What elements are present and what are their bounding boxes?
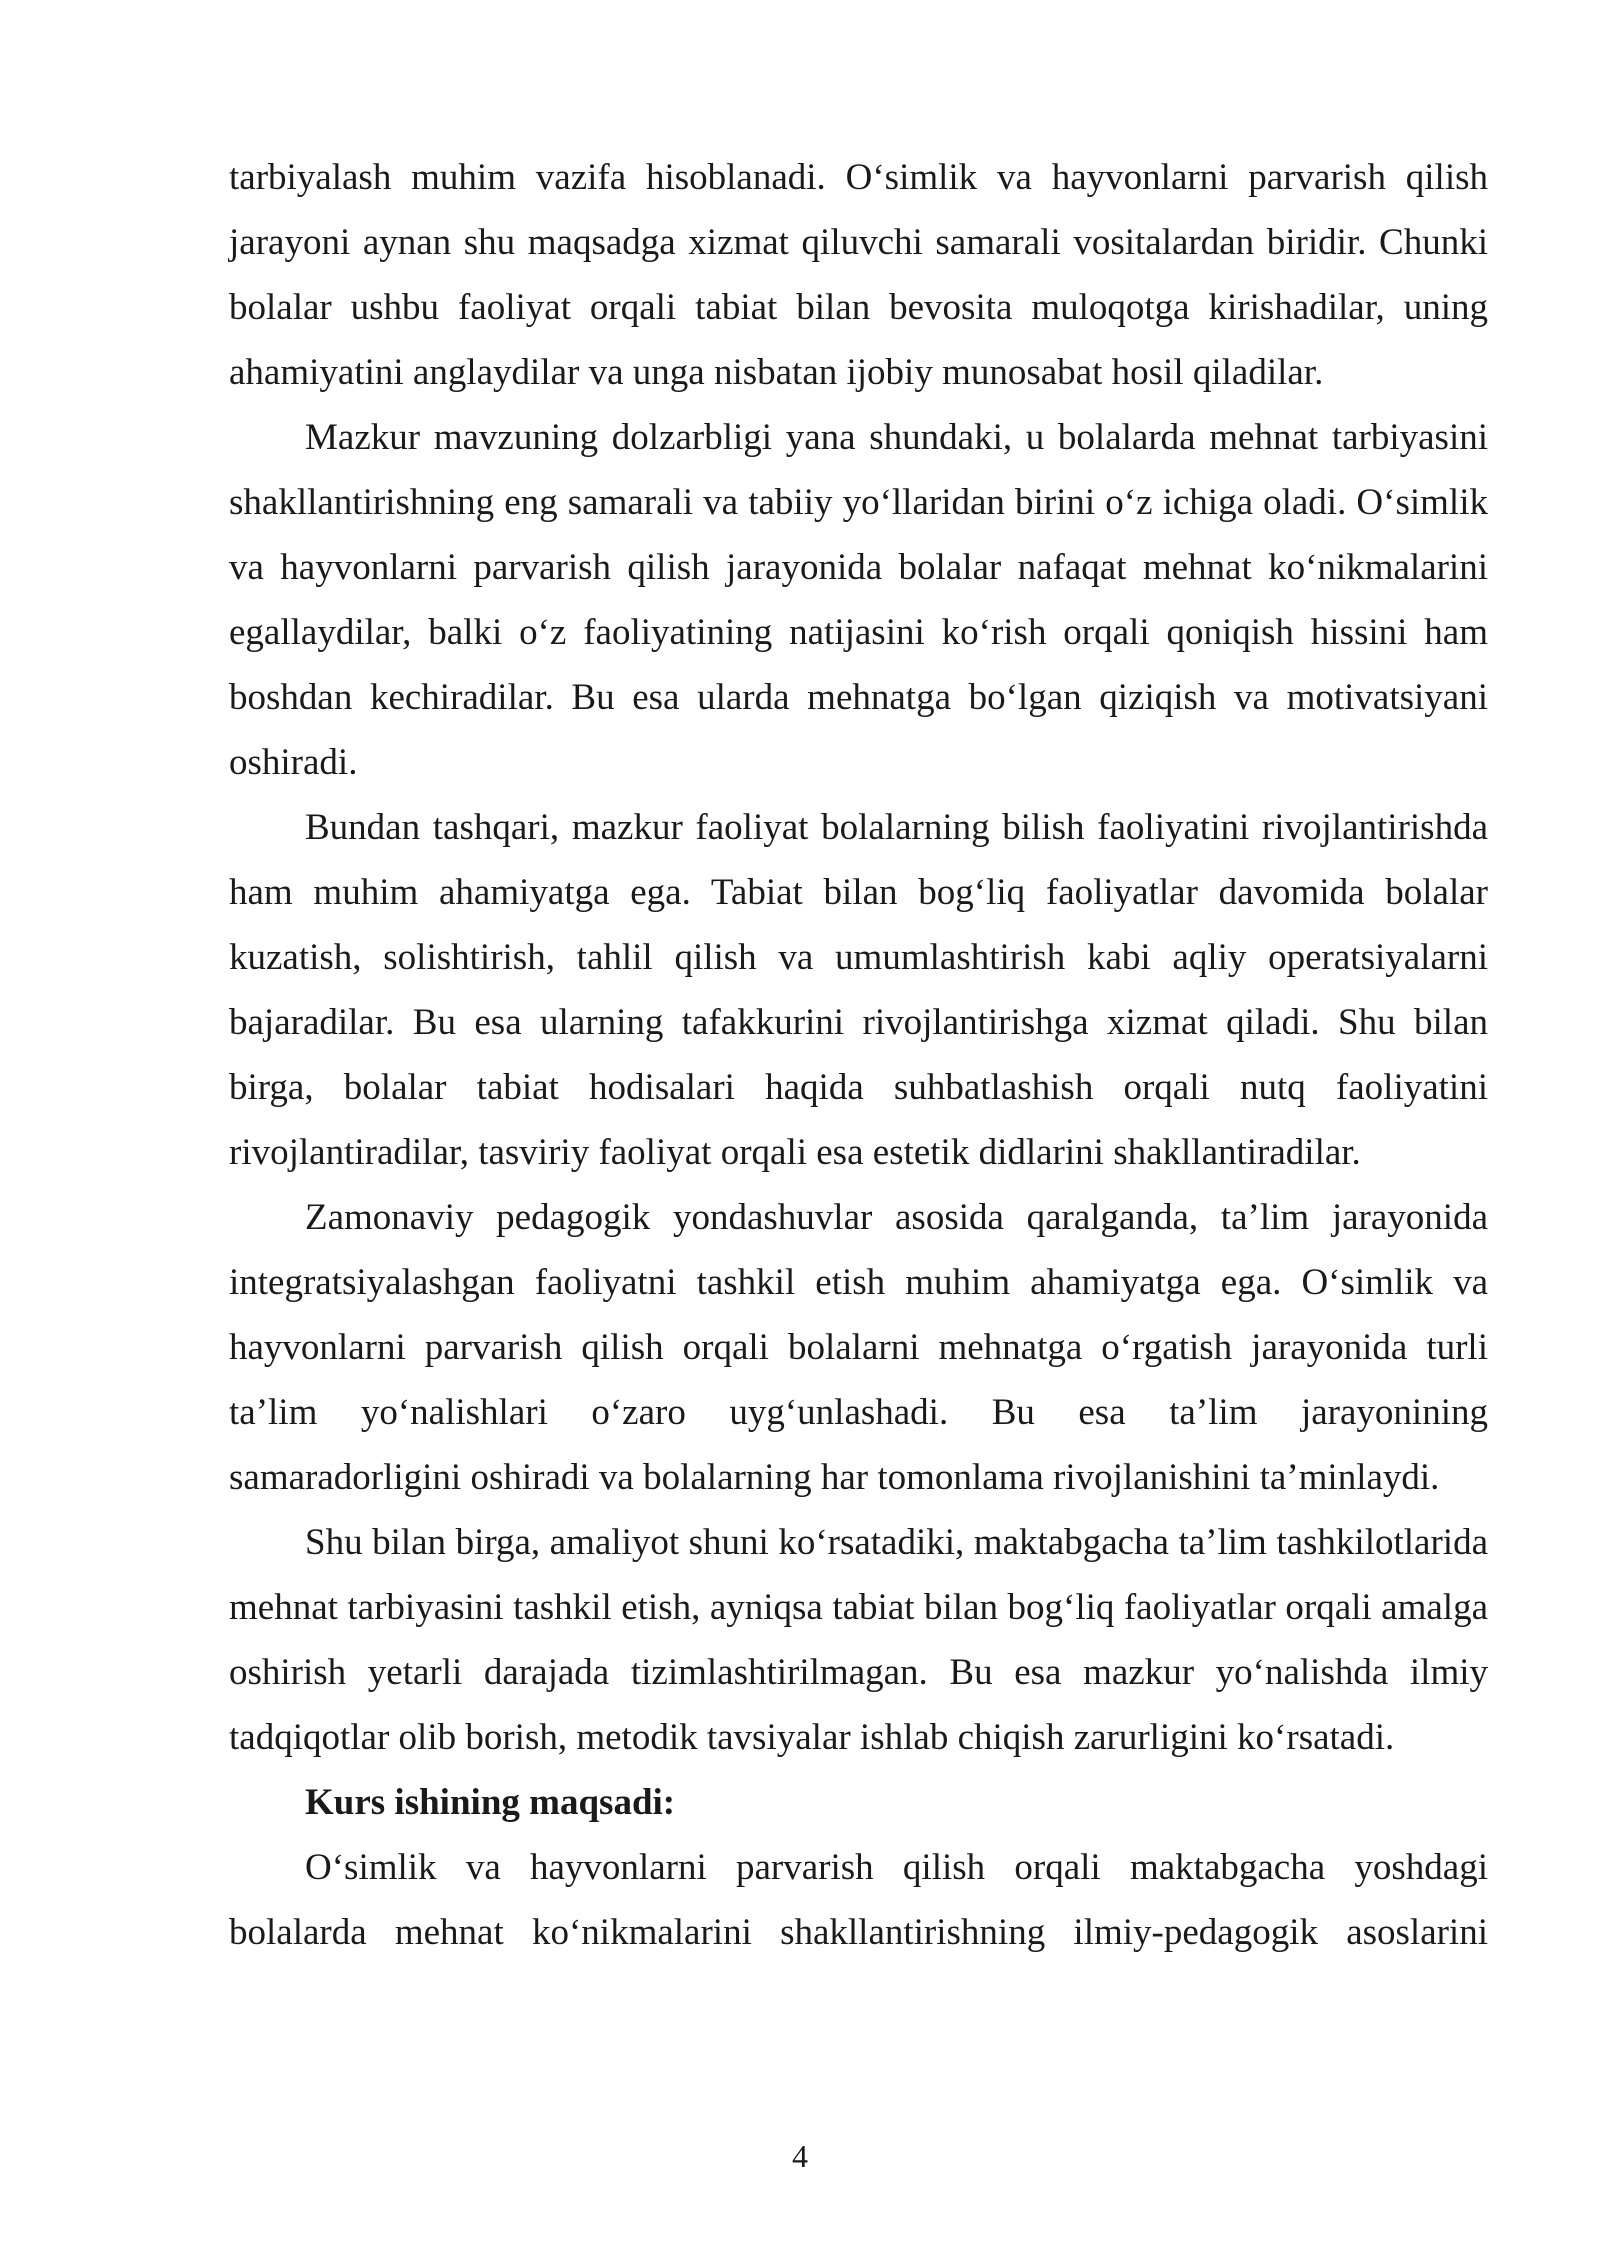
section-heading-goal: Kurs ishining maqsadi: [305, 1782, 676, 1823]
paragraph-goal: O‘simlik va hayvonlarni parvarish qilish orqali maktabgacha yoshdagi bolalarda mehnat ko‘nikmalarini shakllantirishning ilmiy-pedagogik asoslarini [229, 1847, 1488, 1953]
paragraph-integrated-approach: Zamonaviy pedagogik yondashuvlar asosida qaralganda, ta’lim jarayonida integratsiyalashgan faoliyatni tashkil etish muhim ahamiyatga ega. O‘simlik va hayvonlarni parvarish qilish orqali bolalarni mehnatga o‘rgatish jarayonida turli ta’lim yo‘nalishlari o‘zaro uyg‘unlashadi. Bu esa ta’lim jarayonining samaradorligini oshiradi va bolalarning har tomonlama rivojlanishini ta’minlaydi. [229, 1197, 1488, 1498]
paragraph-continuation: tarbiyalash muhim vazifa hisoblanadi. O‘simlik va hayvonlarni parvarish qilish jarayoni aynan shu maqsadga xizmat qiluvchi samarali vositalardan biridir. Chunki bolalar ushbu faoliyat orqali tabiat bilan bevosita muloqotga kirishadilar, uning ahamiyatini anglaydilar va unga nisbatan ijobiy munosabat hosil qiladilar. [229, 157, 1488, 393]
paragraph-cognitive-development: Bundan tashqari, mazkur faoliyat bolalarning bilish faoliyatini rivojlantirishda ham muhim ahamiyatga ega. Tabiat bilan bog‘liq faoliyatlar davomida bolalar kuzatish, solishtirish, tahlil qilish va umumlashtirish kabi aqliy operatsiyalarni bajaradilar. Bu esa ularning tafakkurini rivojlantirishga xizmat qiladi. Shu bilan birga, bolalar tabiat hodisalari haqida suhbatlashish orqali nutq faoliyatini rivojlantiradilar, tasviriy faoliyat orqali esa estetik didlarini shakllantiradilar. [229, 807, 1488, 1173]
page-body [229, 145, 1488, 1965]
page-number: 4 [792, 2138, 808, 2174]
paragraph-practice-gap: Shu bilan birga, amaliyot shuni ko‘rsatadiki, maktabgacha ta’lim tashkilotlarida mehnat tarbiyasini tashkil etish, ayniqsa tabiat bilan bog‘liq faoliyatlar orqali amalga oshirish yetarli darajada tizimlashtirilmagan. Bu esa mazkur yo‘nalishda ilmiy tadqiqotlar olib borish, metodik tavsiyalar ishlab chiqish zarurligini ko‘rsatadi. [229, 1522, 1488, 1758]
paragraph-relevance: Mazkur mavzuning dolzarbligi yana shundaki, u bolalarda mehnat tarbiyasini shakllantirishning eng samarali va tabiiy yo‘llaridan birini o‘z ichiga oladi. O‘simlik va hayvonlarni parvarish qilish jarayonida bolalar nafaqat mehnat ko‘nikmalarini egallaydilar, balki o‘z faoliyatining natijasini ko‘rish orqali qoniqish hissini ham boshdan kechiradilar. Bu esa ularda mehnatga bo‘lgan qiziqish va motivatsiyani oshiradi. [229, 417, 1488, 783]
